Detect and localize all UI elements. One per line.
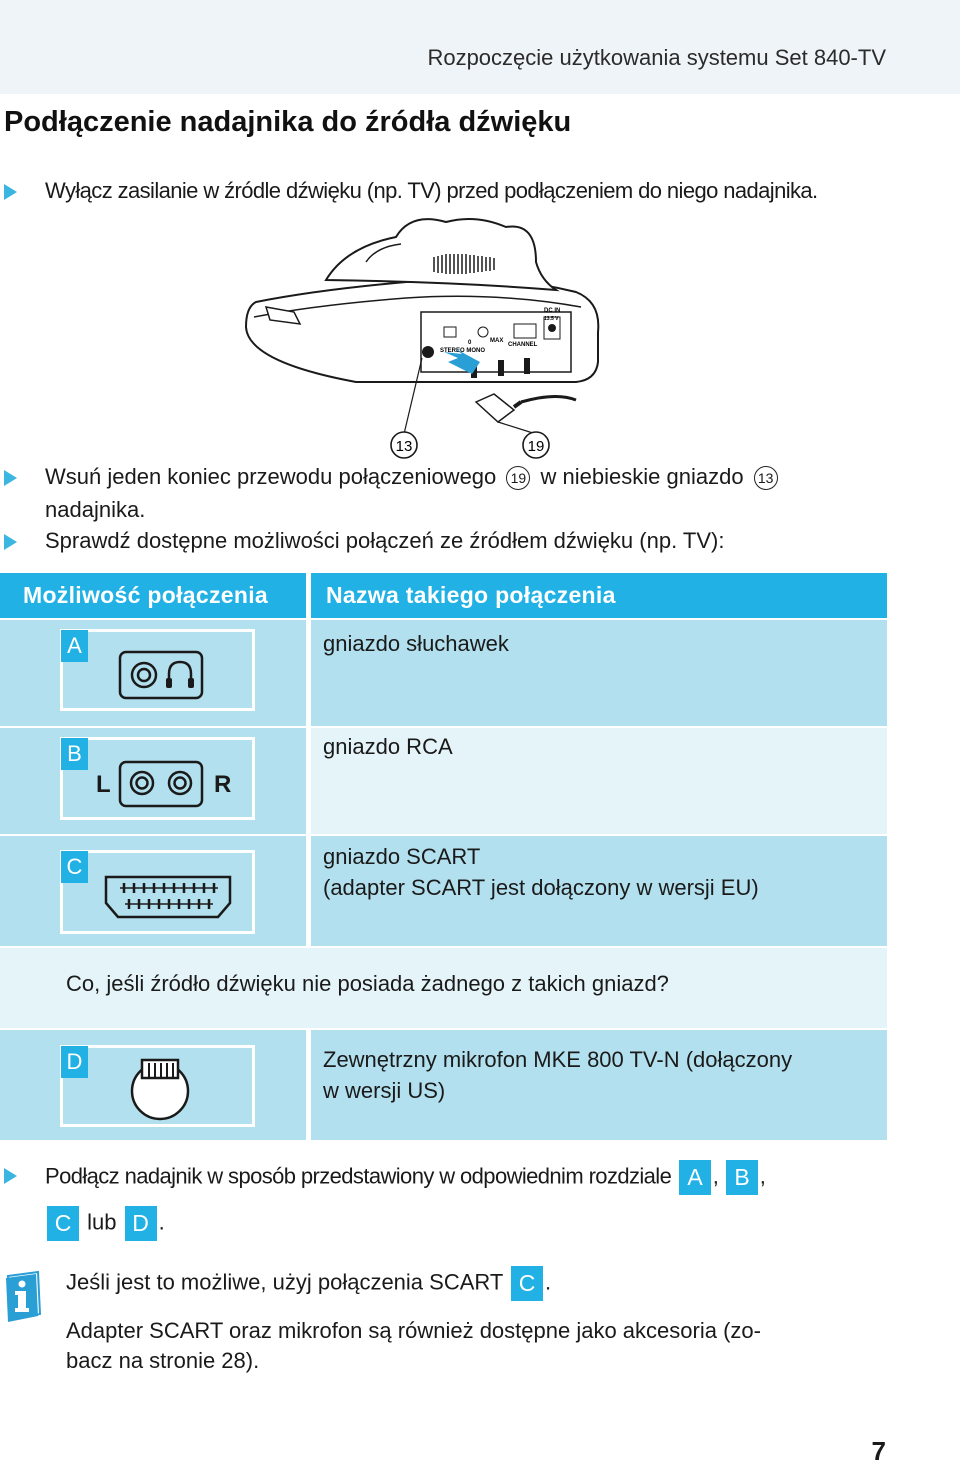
section-title: Podłączenie nadajnika do źródła dźwięku: [4, 106, 572, 138]
microphone-plug-icon: [128, 1055, 192, 1121]
rca-right-label: R: [214, 771, 232, 798]
info-line-scart: Jeśli jest to możliwe, użyj połączenia SCART C .: [66, 1266, 551, 1301]
instruction-check-options: Sprawdź dostępne możliwości połączeń ze źródłem dźwięku (np. TV):: [45, 528, 725, 553]
tag-a: A: [61, 630, 88, 662]
row-b-name: gniazdo RCA: [323, 734, 453, 759]
column-header-option: Możliwość połączenia: [23, 582, 268, 608]
column-header-name: Nazwa takiego połączenia: [326, 582, 616, 608]
inline-tag-c: C: [47, 1206, 79, 1241]
bullet-arrow-icon: [4, 470, 17, 486]
rca-left-label: L: [96, 771, 111, 798]
page-number: 7: [871, 1436, 886, 1466]
column-divider: [306, 573, 311, 618]
tag-d: D: [61, 1046, 88, 1078]
instruction-insert-cable-cont: nadajnika.: [45, 497, 146, 522]
panel-label-max: MAX: [490, 338, 504, 344]
row-d-name: Zewnętrzny mikrofon MKE 800 TV-N (dołączony: [323, 1047, 793, 1072]
tag-c: C: [61, 851, 88, 883]
row-c-name: gniazdo SCART: [323, 844, 481, 869]
instruction-connect-cont: C lub D .: [45, 1206, 165, 1241]
inline-tag-d: D: [125, 1206, 157, 1241]
inline-tag-b: B: [726, 1160, 758, 1195]
instruction-insert-cable: Wsuń jeden koniec przewodu połączeniowego 19 w niebieskie gniazdo 13: [45, 464, 782, 490]
ref-19-icon: 19: [506, 466, 530, 490]
scart-socket-icon: [102, 873, 234, 921]
instruction-power-off: Wyłącz zasilanie w źródle dźwięku (np. TV) przed podłączeniem do niego nadajnika.: [45, 178, 818, 203]
callout-19: 19: [527, 438, 545, 455]
bullet-arrow-icon: [4, 534, 17, 550]
row-d-note: w wersji US): [323, 1078, 446, 1103]
bullet-arrow-icon: [4, 184, 17, 200]
panel-label-zero: 0: [468, 340, 472, 346]
ref-13-icon: 13: [754, 466, 778, 490]
page-header-title: Rozpoczęcie użytkowania systemu Set 840-TV: [427, 45, 886, 70]
inline-tag-c: C: [511, 1266, 543, 1301]
panel-label-stereo-mono: STEREO MONO: [440, 348, 486, 354]
info-icon: [2, 1270, 44, 1322]
info-line-accessories: Adapter SCART oraz mikrofon są również dostępne jako akcesoria (zo-: [66, 1318, 761, 1343]
callout-13: 13: [395, 438, 413, 455]
table-header: [0, 573, 887, 618]
panel-label-channel: CHANNEL: [508, 342, 538, 348]
row-a-name: gniazdo słuchawek: [323, 631, 509, 656]
panel-label-voltage: 13.5 V: [544, 316, 559, 322]
tag-b: B: [61, 738, 88, 770]
transmitter-illustration: [236, 212, 656, 462]
panel-label-dc-in: DC IN: [544, 308, 561, 314]
inline-tag-a: A: [679, 1160, 711, 1195]
question-text: Co, jeśli źródło dźwięku nie posiada żadnego z takich gniazd?: [66, 971, 669, 996]
info-line-accessories-cont: bacz na stronie 28).: [66, 1348, 260, 1373]
rca-jack-icon: [118, 760, 204, 808]
row-c-note: (adapter SCART jest dołączony w wersji EU): [323, 875, 759, 900]
headphone-jack-icon: [118, 650, 204, 700]
bullet-arrow-icon: [4, 1168, 17, 1184]
instruction-connect: Podłącz nadajnik w sposób przedstawiony w odpowiednim rozdziale A , B ,: [45, 1160, 765, 1195]
